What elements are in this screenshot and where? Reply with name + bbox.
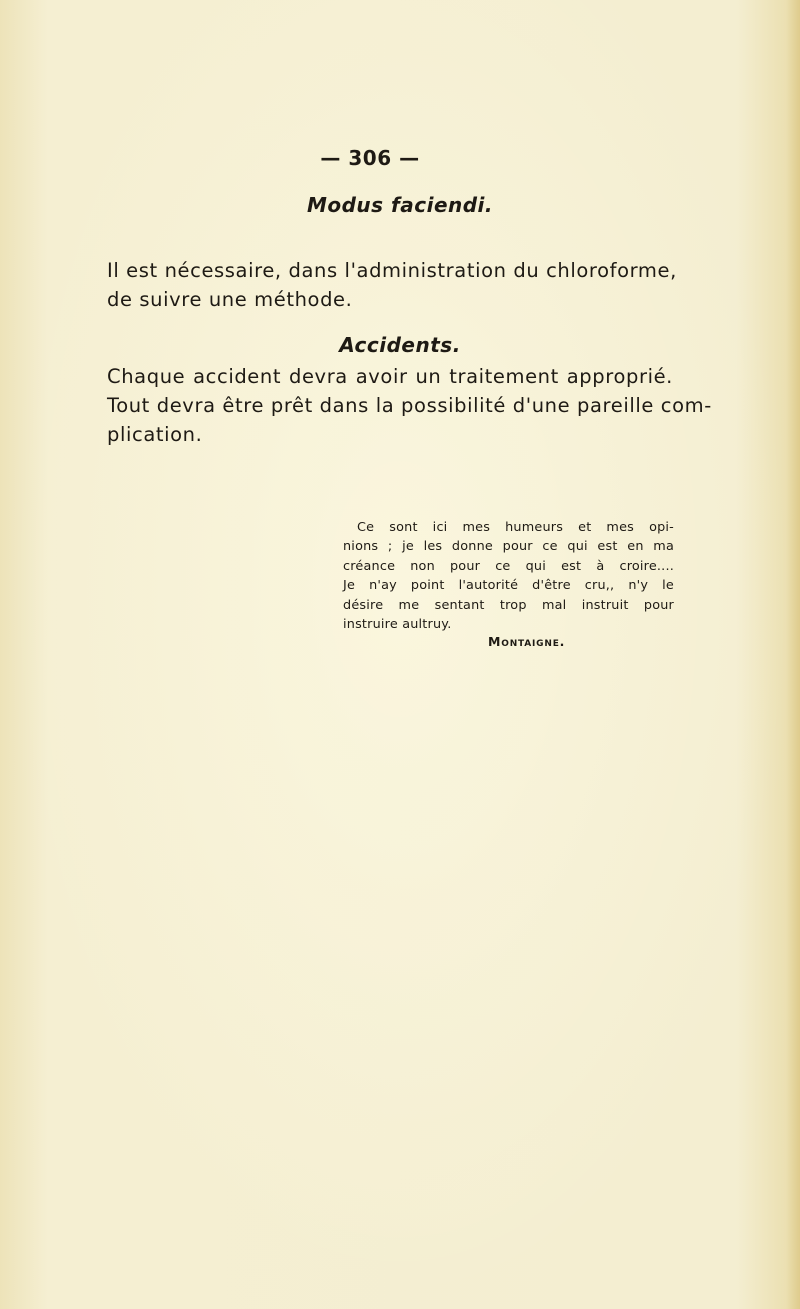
section-heading-modus-faciendi: Modus faciendi. [306,193,494,217]
paragraph-accidents [107,362,712,449]
paragraph-line: Il est nécessaire, dans l'administration du chloroforme, [107,259,677,282]
paragraph-method [107,256,677,314]
quote-line: Ce sont ici mes humeurs et mes opi- [357,520,674,535]
paragraph-line: Tout devra être prêt dans la possibilité d'une pareille com- [107,394,712,417]
quote-line: créance non pour ce qui est à croire.... [343,558,674,574]
paragraph-line: Chaque accident devra avoir un traitement approprié. [107,365,673,388]
quote-line: nions ; je les donne pour ce qui est en ma [343,539,674,555]
quote-line: instruire aultruy. [343,617,452,633]
quote-line: Je n'ay point l'autorité d'être cru,, n'y le [343,578,674,594]
epigraph-author: Montaigne. [488,634,566,649]
quote-line: désire me sentant trop mal instruit pour [343,597,674,613]
section-heading-accidents: Accidents. [339,333,461,357]
paragraph-line: de suivre une méthode. [107,288,353,311]
epigraph-quote [343,518,674,634]
paragraph-line: plication. [107,423,203,446]
page-number: — 306 — [320,146,420,170]
